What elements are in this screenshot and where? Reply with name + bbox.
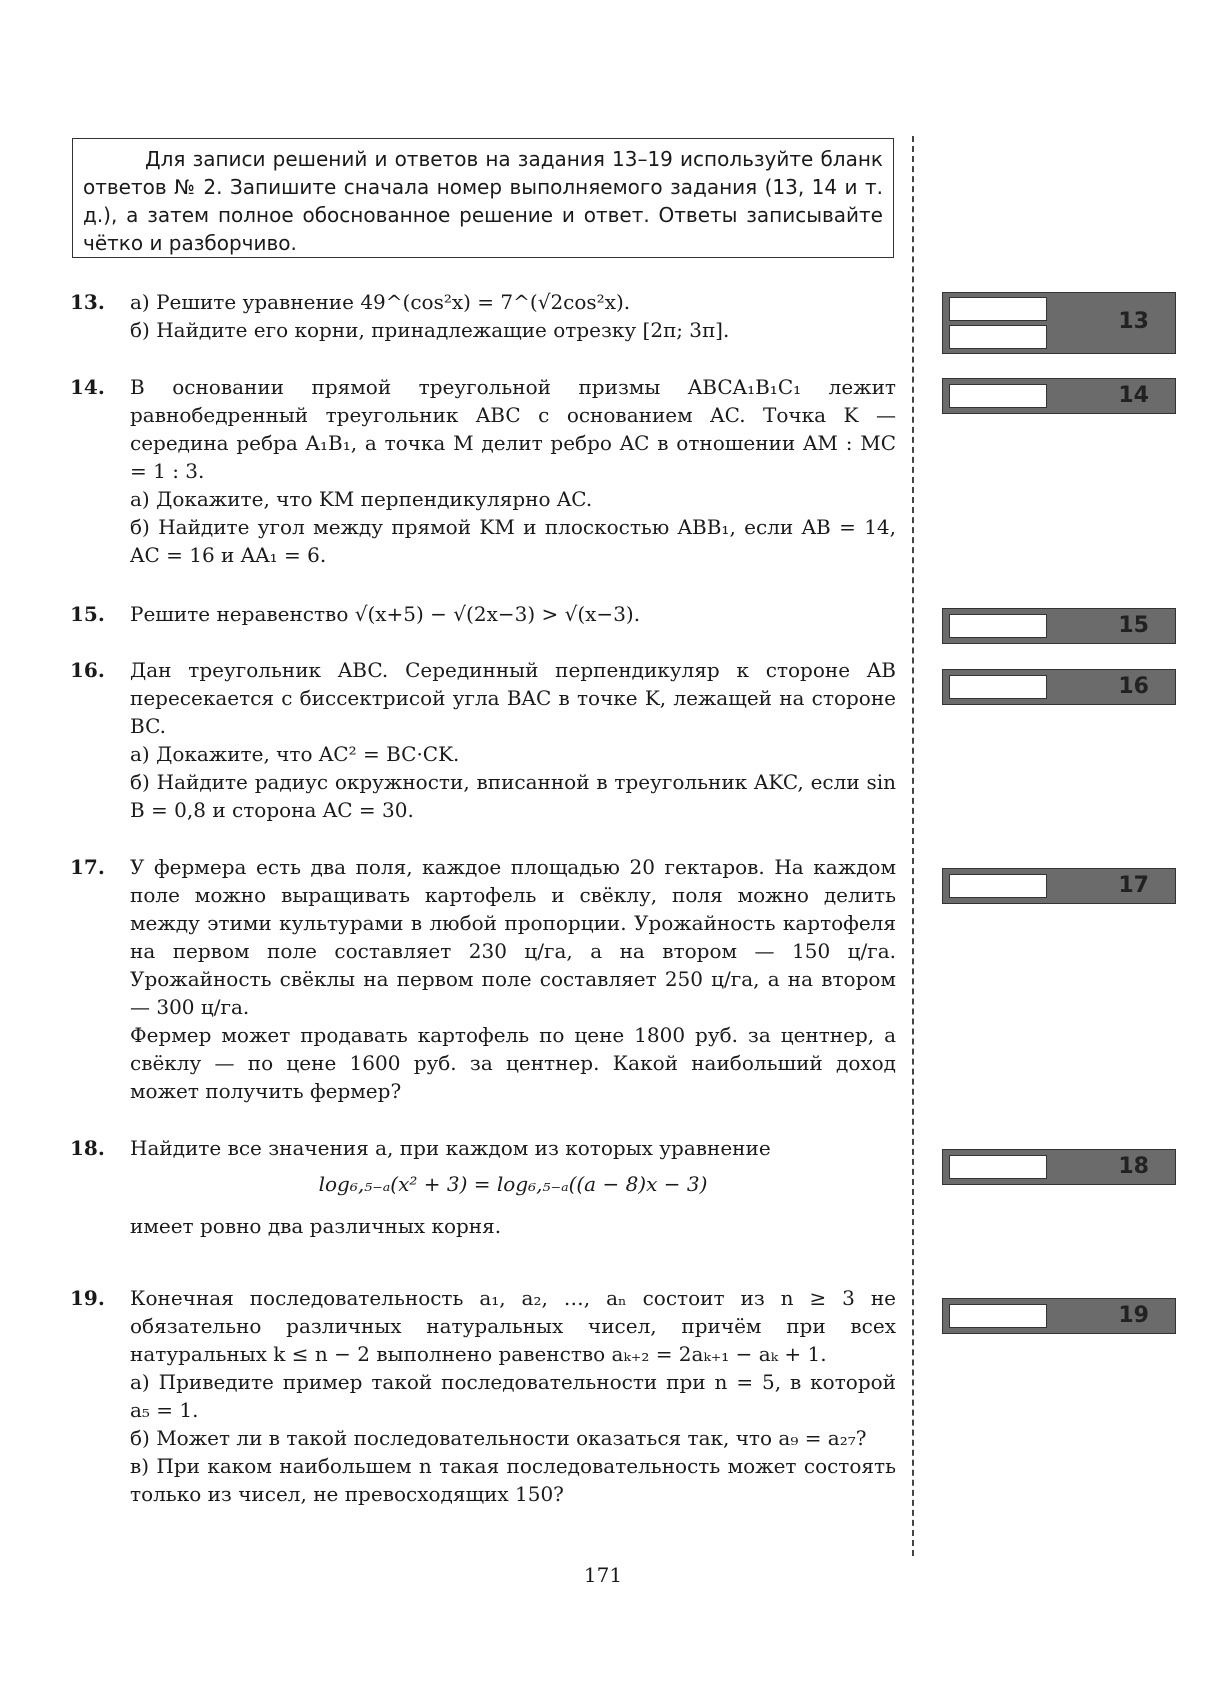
answer-box-18[interactable] <box>942 1149 1176 1185</box>
task-17 <box>70 853 896 1105</box>
task-line: б) Найдите угол между прямой KM и плоскостью ABB₁, если AB = 14, AC = 16 и AA₁ = 6. <box>130 515 896 567</box>
task-line: У фермера есть два поля, каждое площадью 20 гектаров. На каждом поле можно выращивать картофель и свёклу, поля можно делить между этими культурами в любой пропорции. Урожайность картофеля на первом поле составляет 230 ц/га, а на втором — 150 ц/га. Урожайность свёклы на первом поле составляет 250 ц/га, а на втором — 300 ц/га. <box>130 855 896 1019</box>
task-13 <box>70 288 896 344</box>
answer-field[interactable] <box>949 1304 1047 1328</box>
answer-box-14[interactable] <box>942 378 1176 414</box>
task-number: 15. <box>70 602 105 626</box>
task-14 <box>70 373 896 569</box>
answer-field[interactable] <box>949 325 1047 349</box>
task-line: Фермер может продавать картофель по цене 1800 руб. за центнер, а свёклу — по цене 1600 руб. за центнер. Какой наибольший доход может получить фермер? <box>130 1023 896 1103</box>
cut-line <box>912 136 914 1556</box>
task-formula: log₆,₅₋ₐ(x² + 3) = log₆,₅₋ₐ((a − 8)x − 3) <box>318 1172 708 1196</box>
task-line: Решите неравенство √(x+5) − √(2x−3) > √(x−3). <box>130 602 641 626</box>
answer-box-label: 18 <box>1118 1154 1149 1179</box>
task-number: 16. <box>70 658 105 682</box>
task-line: Конечная последовательность a₁, a₂, …, aₙ состоит из n ≥ 3 не обязательно различных натуральных чисел, причём при всех натуральных k ≤ n − 2 выполнено равенство aₖ₊₂ = 2aₖ₊₁ − aₖ + 1. <box>130 1286 896 1366</box>
task-number: 14. <box>70 375 105 399</box>
task-line: б) Найдите радиус окружности, вписанной в треугольник AKC, если sin B = 0,8 и сторона AC = 30. <box>130 770 896 822</box>
instructions-box <box>72 138 894 258</box>
task-number: 17. <box>70 855 105 879</box>
answer-field[interactable] <box>949 675 1047 699</box>
task-line: а) Докажите, что AC² = BC·CK. <box>130 742 460 766</box>
task-line: а) Приведите пример такой последовательности при n = 5, в которой a₅ = 1. <box>130 1370 896 1422</box>
task-number: 19. <box>70 1286 105 1310</box>
page-number: 171 <box>583 1563 623 1587</box>
task-line: Дан треугольник ABC. Серединный перпендикуляр к стороне AB пересекается с биссектрисой угла BAC в точке K, лежащей на стороне BC. <box>130 658 896 738</box>
task-line: В основании прямой треугольной призмы ABCA₁B₁C₁ лежит равнобедренный треугольник ABC с основанием AC. Точка K — середина ребра A₁B₁, а точка M делит ребро AC в отношении AM : MC = 1 : 3. <box>130 375 896 483</box>
answer-box-17[interactable] <box>942 868 1176 904</box>
answer-box-label: 16 <box>1118 674 1149 699</box>
answer-field[interactable] <box>949 1155 1047 1179</box>
answer-box-16[interactable] <box>942 669 1176 705</box>
task-line: а) Докажите, что KM перпендикулярно AC. <box>130 487 593 511</box>
instructions-text: Для записи решений и ответов на задания 13–19 используйте бланк ответов № 2. Запишите сначала номер выполняемого задания (13, 14 и т. д.), а затем полное обоснованное решение и ответ. Ответы записывайте чётко и разборчиво. <box>83 147 883 255</box>
answer-box-label: 15 <box>1118 613 1149 638</box>
answer-box-label: 14 <box>1118 383 1149 408</box>
answer-field[interactable] <box>949 297 1047 321</box>
task-line: Найдите все значения a, при каждом из которых уравнение <box>130 1136 771 1160</box>
answer-box-label: 19 <box>1118 1303 1149 1328</box>
task-16 <box>70 656 896 824</box>
answer-box-label: 13 <box>1118 309 1149 334</box>
task-line: а) Решите уравнение 49^(cos²x) = 7^(√2cos²x). <box>130 290 631 314</box>
task-line: имеет ровно два различных корня. <box>130 1214 502 1238</box>
task-line: б) Найдите его корни, принадлежащие отрезку [2π; 3π]. <box>130 318 730 342</box>
task-line: в) При каком наибольшем n такая последовательность может состоять только из чисел, не превосходящих 150? <box>130 1454 896 1506</box>
answer-box-15[interactable] <box>942 608 1176 644</box>
task-18 <box>70 1134 896 1240</box>
task-line: б) Может ли в такой последовательности оказаться так, что a₉ = a₂₇? <box>130 1426 867 1450</box>
answer-field[interactable] <box>949 614 1047 638</box>
task-15 <box>70 600 896 628</box>
answer-box-19[interactable] <box>942 1298 1176 1334</box>
answer-box-13[interactable] <box>942 292 1176 354</box>
task-number: 13. <box>70 290 105 314</box>
answer-box-label: 17 <box>1118 873 1149 898</box>
task-number: 18. <box>70 1136 105 1160</box>
answer-field[interactable] <box>949 384 1047 408</box>
answer-field[interactable] <box>949 874 1047 898</box>
task-19 <box>70 1284 896 1508</box>
